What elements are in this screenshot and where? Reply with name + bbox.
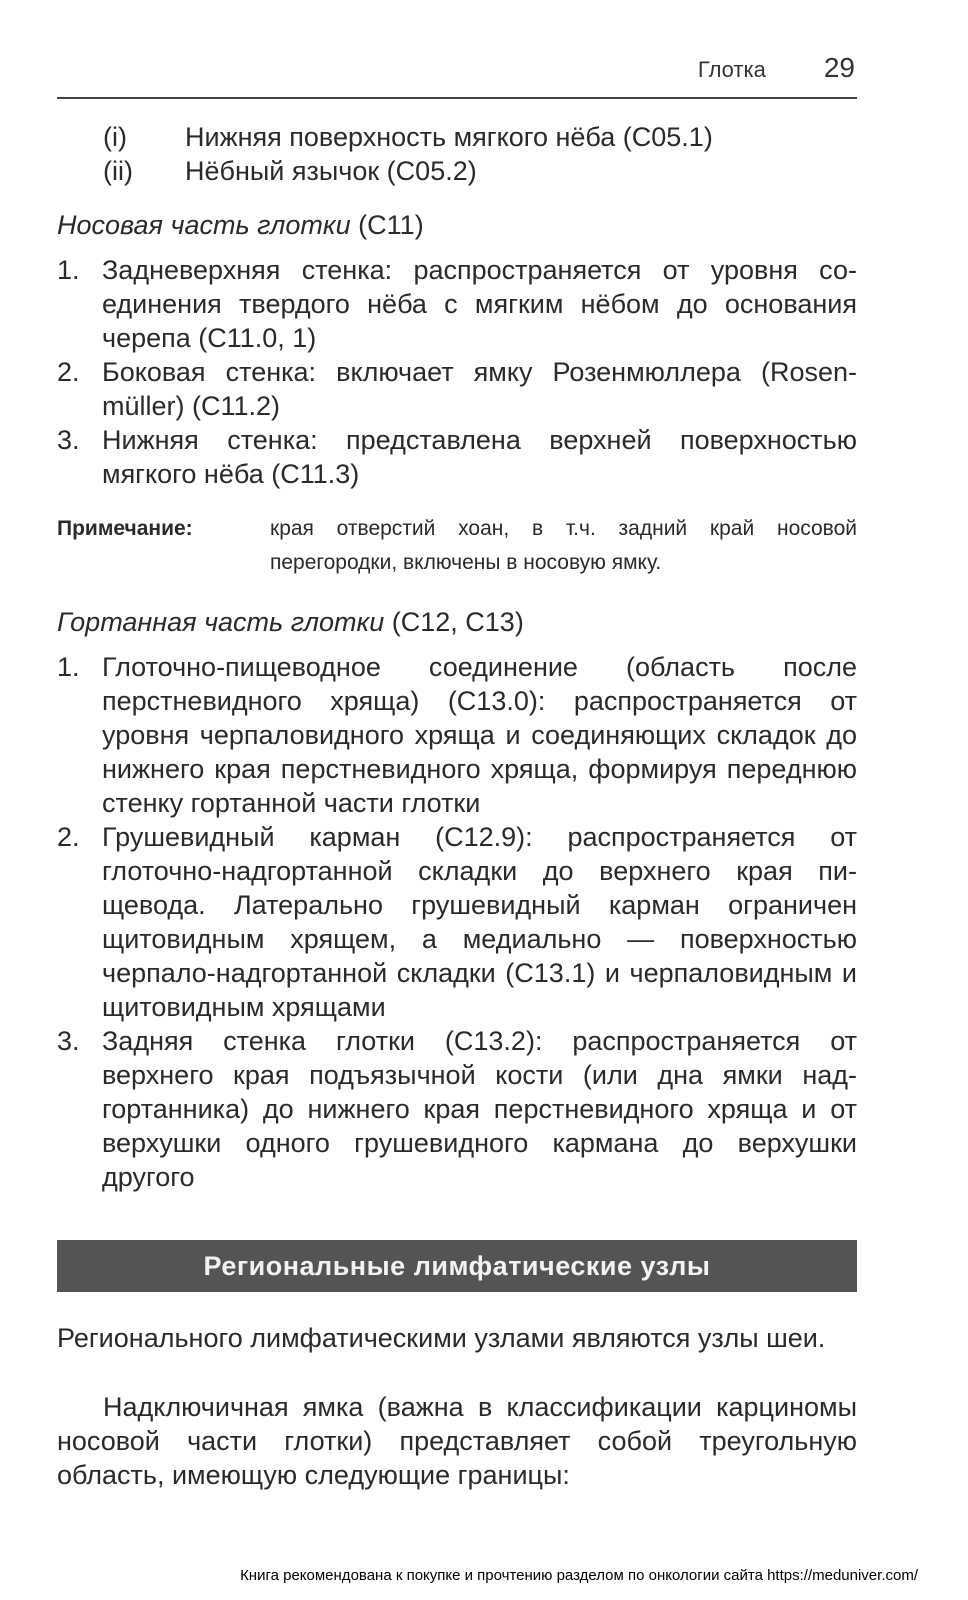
hypopharynx-heading [57, 605, 857, 639]
note [57, 512, 857, 580]
list-text: Грушевидный карман (C12.9): распространяется от глоточно-надгортанной складки до верхнего края пищевода. Латерально грушевидный карман ограничен щитовидным хрящем, а медиально — поверхностью черпало-надгортанной складки (C13.1) и черпаловидным и щитовидным хрящами [102, 822, 857, 1022]
hypopharynx-list [57, 650, 857, 1194]
list-item [57, 355, 857, 423]
list-number: 1. [57, 255, 80, 285]
list-number: 1. [57, 652, 80, 682]
footer-note: Книга рекомендована к покупке и прочтению разделом по онкологии сайта https://meduniver.com/ [240, 1567, 918, 1584]
sub-item-marker: (i) [103, 122, 127, 152]
sub-item-marker: (ii) [103, 156, 133, 186]
list-text: Задняя стенка глотки (C13.2): распространяется от верхнего края подъязычной кости (или дна ямки надгортанника) до нижнего края перстневидного хряща и от верхушки одного грушевидного кармана до верхушки другого [102, 1026, 857, 1192]
section-banner: Региональные лимфатические узлы [57, 1240, 857, 1292]
list-item [57, 650, 857, 820]
oropharynx-subitems [57, 120, 857, 188]
nasopharynx-list [57, 253, 857, 491]
list-text: Нижняя стенка: представлена верхней поверхностью мягкого нёба (C11.3) [102, 425, 857, 489]
list-number: 3. [57, 1026, 80, 1056]
list-text: Глоточно-пищеводное соединение (область после перстневидного хряща) (C13.0): распространяется от уровня черпаловидного хряща и соединяющих складок до нижнего края перстневидного хряща, формируя переднюю стенку гортанной части глотки [102, 652, 857, 818]
sub-item [57, 120, 857, 154]
lymph-paragraph-1: Регионального лимфатическими узлами являются узлы шеи. [57, 1323, 826, 1353]
nasopharynx-code: (C11) [350, 210, 424, 240]
list-item [57, 423, 857, 491]
list-number: 3. [57, 425, 80, 455]
list-number: 2. [57, 822, 80, 852]
page-number: 29 [823, 52, 855, 83]
running-head-section: Глотка [697, 57, 766, 82]
running-head [57, 52, 857, 92]
header-rule [57, 97, 857, 99]
lymph-paragraph-2: Надключичная ямка (важна в классификации карциномы носовой части глотки) представляет собой треугольную область, имеющую следующие границы: [57, 1392, 857, 1490]
sub-item [57, 154, 857, 188]
note-text: края отверстий хоан, в т.ч. задний край носовой перегородки, включены в носовую ямку. [270, 517, 857, 574]
nasopharynx-heading [57, 208, 857, 242]
list-text: Задневерхняя стенка: распространяется от уровня соединения твердого нёба с мягким нёбом до основания черепа (C11.0, 1) [102, 255, 857, 353]
list-item [57, 820, 857, 1024]
list-text: Боковая стенка: включает ямку Розенмюллера (Rosenmüller) (C11.2) [102, 357, 857, 421]
list-number: 2. [57, 357, 80, 387]
list-item [57, 1024, 857, 1194]
hypopharynx-title: Гортанная часть глотки [57, 607, 385, 637]
note-label: Примечание: [57, 517, 193, 540]
hypopharynx-code: (C12, C13) [384, 607, 524, 637]
list-item [57, 253, 857, 355]
sub-item-text: Нижняя поверхность мягкого нёба (C05.1) [185, 122, 713, 152]
nasopharynx-title: Носовая часть глотки [57, 210, 351, 240]
sub-item-text: Нёбный язычок (C05.2) [185, 156, 477, 186]
